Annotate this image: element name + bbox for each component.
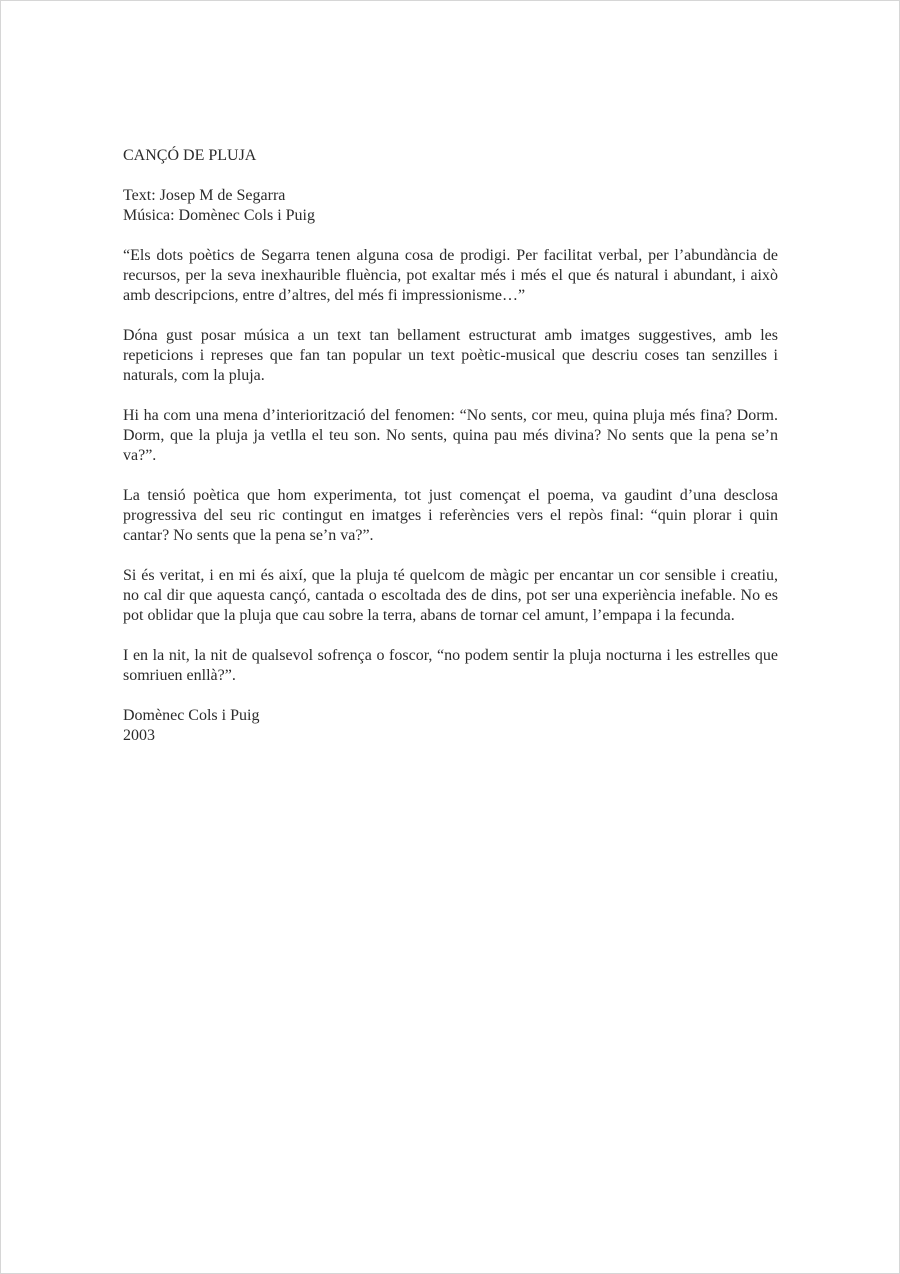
paragraph-tension: La tensió poètica que hom experimenta, tot just començat el poema, va gaudint d’una desclosa progressiva del seu ric contingut en imatges i referències vers el repòs final: “quin plorar i quin cantar? No sents que la pena se’n va?”. [123,487,778,544]
document-title: CANÇÓ DE PLUJA [123,147,257,164]
paragraph-quote: “Els dots poètics de Segarra tenen alguna cosa de prodigi. Per facilitat verbal, per l’abundància de recursos, per la seva inexhaurible fluència, pot exaltar més i més el que és natural i abundant, i això amb descripcions, entre d’altres, del més fi impressionisme…” [123,247,778,304]
signature-year: 2003 [123,727,155,744]
credits [123,186,778,226]
signature-author: Domènec Cols i Puig [123,707,260,724]
credit-text: Text: Josep M de Segarra [123,187,286,204]
signature [123,706,778,746]
document-body [123,146,778,766]
paragraph-interiorization: Hi ha com una mena d’interiorització del fenomen: “No sents, cor meu, quina pluja més fina? Dorm. Dorm, que la pluja ja vetlla el teu son. No sents, quina pau més divina? No sents que la pena se’n va?”. [123,407,778,464]
credit-music: Música: Domènec Cols i Puig [123,207,315,224]
paragraph-magic: Si és veritat, i en mi és així, que la pluja té quelcom de màgic per encantar un cor sensible i creatiu, no cal dir que aquesta cançó, cantada o escoltada des de dins, pot ser una experiència inefable. No es pot oblidar que la pluja que cau sobre la terra, abans de tornar cel amunt, l’empapa i la fecunda. [123,567,778,624]
paragraph-night: I en la nit, la nit de qualsevol sofrença o foscor, “no podem sentir la pluja nocturna i les estrelles que somriuen enllà?”. [123,647,778,684]
paragraph-music: Dóna gust posar música a un text tan bellament estructurat amb imatges suggestives, amb les repeticions i represes que fan tan popular un text poètic-musical que descriu coses tan senzilles i naturals, com la pluja. [123,327,778,384]
